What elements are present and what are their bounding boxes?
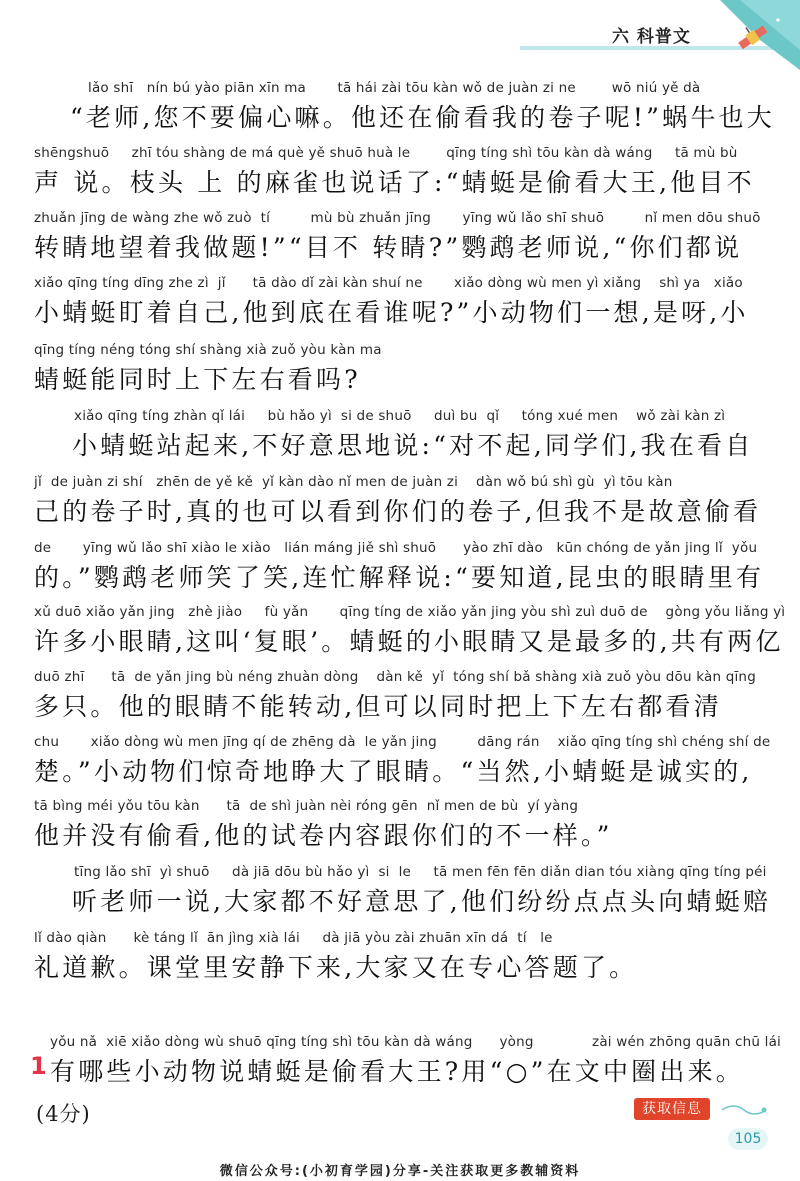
- satellite-icon: [700, 0, 800, 70]
- pinyin-row: tā bìng méi yǒu tōu kàn tā de shì juàn nèi róng gēn nǐ men de bù yí yàng: [34, 798, 579, 814]
- pinyin-row: shēngshuō zhī tóu shàng de má què yě shuō huà le qīng tíng shì tōu kàn dà wáng tā mù bù: [34, 145, 738, 161]
- hanzi-row: 小蜻蜓站起来,不好意思地说:“对不起,同学们,我在看自: [72, 431, 754, 460]
- hanzi-row: 的。”鹦鹉老师笑了笑,连忙解释说:“要知道,昆虫的眼睛里有: [34, 563, 765, 592]
- hanzi-row: 楚。”小动物们惊奇地睁大了眼睛。“当然,小蜻蜓是诚实的,: [34, 757, 753, 786]
- pinyin-row: qīng tíng néng tóng shí shàng xià zuǒ yòu kàn ma: [34, 342, 382, 358]
- question-pinyin: yǒu nǎ xiē xiǎo dòng wù shuō qīng tíng shì tōu kàn dà wáng yòng zài wén zhōng quān chū lái: [50, 1034, 782, 1050]
- hanzi-row: 多只。他的眼睛不能转动,但可以同时把上下左右都看清: [34, 692, 722, 721]
- skill-badge: 获取信息: [634, 1098, 710, 1120]
- pinyin-row: tīng lǎo shī yì shuō dà jiā dōu bù hǎo yì si le tā men fēn fēn diǎn dian tóu xiàng qīng tíng péi: [74, 864, 767, 880]
- footer-note: 微信公众号:(小初育学园)分享-关注获取更多教辅资料: [219, 1164, 581, 1179]
- pinyin-row: xiǎo qīng tíng zhàn qǐ lái bù hǎo yì si de shuō duì bu qǐ tóng xué men wǒ zài kàn zì: [74, 408, 726, 424]
- hanzi-row: 己的卷子时,真的也可以看到你们的卷子,但我不是故意偷看: [34, 497, 762, 526]
- hanzi-row: 小蜻蜓盯着自己,他到底在看谁呢?”小动物们一想,是呀,小: [34, 298, 749, 327]
- question-number: 1: [30, 1052, 47, 1080]
- question-score: (4分): [36, 1102, 91, 1126]
- pinyin-row: duō zhī tā de yǎn jing bù néng zhuàn dòng dàn kě yǐ tóng shí bǎ shàng xià zuǒ yòu dōu kàn qīng: [34, 669, 756, 685]
- pinyin-row: zhuǎn jīng de wàng zhe wǒ zuò tí mù bù zhuǎn jīng yīng wǔ lǎo shī shuō nǐ men dōu shuō: [34, 210, 761, 226]
- section-title: 六 科普文: [612, 27, 691, 47]
- hanzi-row: 礼道歉。课堂里安静下来,大家又在专心答题了。: [34, 953, 638, 982]
- pinyin-row: jǐ de juàn zi shí zhēn de yě kě yǐ kàn dào nǐ men de juàn zi dàn wǒ bú shì gù yì tōu kàn: [34, 474, 673, 490]
- hanzi-row: 转睛地望着我做题!”“目不 转睛?”鹦鹉老师说,“你们都说: [34, 233, 743, 262]
- pinyin-row: xiǎo qīng tíng dīng zhe zì jǐ tā dào dǐ zài kàn shuí ne xiǎo dòng wù men yì xiǎng shì ya xiǎo: [34, 275, 743, 291]
- pinyin-row: de yīng wǔ lǎo shī xiào le xiào lián máng jiě shì shuō yào zhī dào kūn chóng de yǎn jing lǐ yǒu: [34, 540, 758, 556]
- hanzi-row: 他并没有偷看,他的试卷内容跟你们的不一样。”: [34, 821, 613, 850]
- pinyin-row: xǔ duō xiǎo yǎn jing zhè jiào fù yǎn qīng tíng de xiǎo yǎn jing yòu shì zuì duō de gòng yǒu liǎng yì: [34, 604, 786, 620]
- hanzi-row: 声 说。枝头 上 的麻雀也说话了:“蜻蜓是偷看大王,他目不: [34, 168, 755, 197]
- hanzi-row: “老师,您不要偏心嘛。他还在偷看我的卷子呢!”蜗牛也大: [70, 103, 775, 132]
- hanzi-row: 蜻蜓能同时上下左右看吗?: [34, 365, 361, 394]
- hanzi-row: 听老师一说,大家都不好意思了,他们纷纷点点头向蜻蜓赔: [72, 887, 772, 916]
- pinyin-row: chu xiǎo dòng wù men jīng qí de zhēng dà le yǎn jing dāng rán xiǎo qīng tíng shì chéng shí de: [34, 734, 771, 750]
- pencil-icon: [720, 1100, 768, 1120]
- pinyin-row: lǐ dào qiàn kè táng lǐ ān jìng xià lái dà jiā yòu zài zhuān xīn dá tí le: [34, 930, 553, 946]
- page-number: 105: [728, 1128, 768, 1150]
- question-text: 有哪些小动物说蜻蜓是偷看大王?用“○”在文中圈出来。: [50, 1057, 744, 1086]
- pinyin-row: lǎo shī nín bú yào piān xīn ma tā hái zài tōu kàn wǒ de juàn zi ne wō niú yě dà: [88, 80, 701, 96]
- hanzi-row: 许多小眼睛,这叫‘复眼’。蜻蜓的小眼睛又是最多的,共有两亿: [34, 627, 784, 656]
